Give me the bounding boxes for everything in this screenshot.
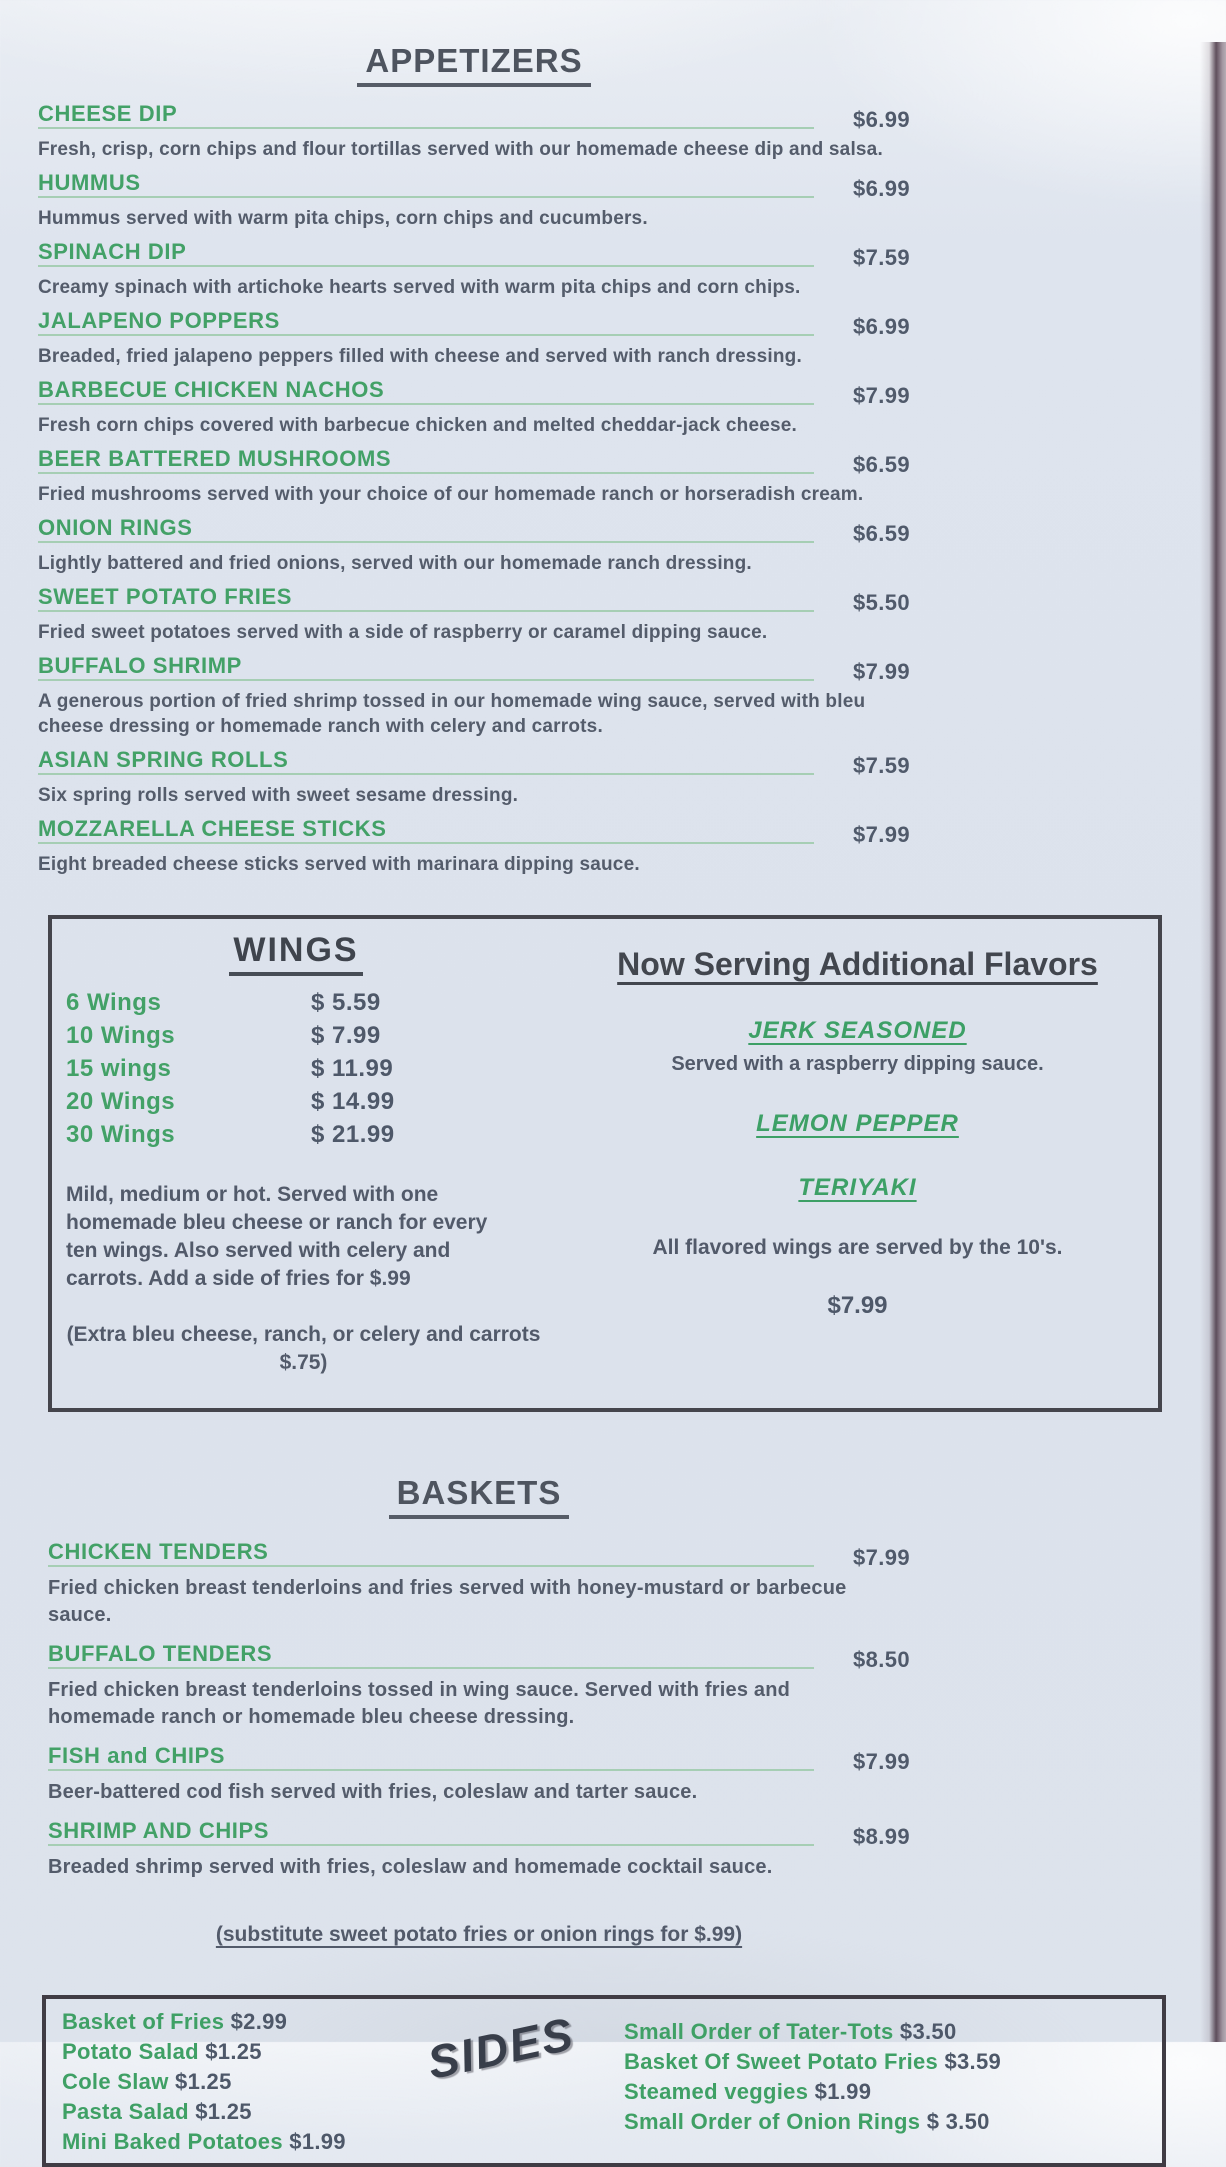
item-price: $7.99 (852, 822, 910, 847)
item-description: A generous portion of fried shrimp tossed in our homemade wing sauce, served with bleu cheese dressing or homemade ranch with celery and carrots. (38, 691, 866, 737)
wings-pricing-column (52, 919, 557, 1408)
side-price: $1.25 (195, 2099, 252, 2124)
item-description: Fried sweet potatoes served with a side of raspberry or caramel dipping sauce. (38, 622, 768, 643)
item-description: Six spring rolls served with sweet sesame dressing. (38, 785, 519, 806)
sides-section-box (42, 1995, 1166, 2167)
menu-item (38, 239, 910, 300)
item-description: Hummus served with warm pita chips, corn chips and cucumbers. (38, 208, 648, 229)
item-name: MOZZARELLA CHEESE STICKS (38, 816, 387, 841)
wings-flavors-column (557, 919, 1158, 1408)
side-item (624, 2047, 1001, 2077)
item-name: BEER BATTERED MUSHROOMS (38, 446, 392, 471)
appetizers-title (38, 42, 910, 87)
menu-item (38, 816, 910, 877)
wings-size-label: 15 wings (66, 1055, 172, 1082)
item-price: $6.59 (852, 452, 910, 477)
wings-size-label: 10 Wings (66, 1022, 176, 1049)
substitution-note: (substitute sweet potato fries or onion rings for $.99) (215, 1923, 743, 1946)
item-name: CHEESE DIP (38, 101, 178, 126)
menu-item (48, 1641, 910, 1731)
side-name: Basket Of Sweet Potato Fries (624, 2049, 945, 2074)
item-price: $6.99 (852, 314, 910, 339)
sides-left-column (62, 2007, 346, 2157)
item-price: $7.59 (852, 753, 910, 778)
item-name: FISH and CHIPS (48, 1743, 226, 1768)
item-price: $5.50 (852, 590, 910, 615)
wings-size-row (66, 986, 557, 1019)
item-price: $7.99 (852, 1749, 910, 1774)
appetizers-section (38, 42, 910, 877)
wings-note: Mild, medium or hot. Served with one homemade bleu cheese or ranch for every ten wings. Also served with celery and carrots. Add a side of fries for $.99 (66, 1183, 488, 1290)
wings-size-label: 20 Wings (66, 1088, 176, 1115)
menu-item (48, 1743, 910, 1806)
side-name: Cole Slaw (62, 2069, 176, 2094)
side-item (62, 2037, 346, 2067)
baskets-title-text: BASKETS (389, 1474, 570, 1519)
flavor-jerk-description: Served with a raspberry dipping sauce. (671, 1053, 1044, 1075)
item-description: Lightly battered and fried onions, served with our homemade ranch dressing. (38, 553, 752, 574)
item-name: SPINACH DIP (38, 239, 187, 264)
wings-size-price: $ 21.99 (311, 1121, 395, 1148)
side-item (624, 2017, 1001, 2047)
flavor-jerk-seasoned: JERK SEASONED (748, 1017, 967, 1044)
wings-size-label: 30 Wings (66, 1121, 176, 1148)
wings-size-row (66, 1019, 557, 1052)
item-price: $6.59 (852, 521, 910, 546)
menu-item (38, 377, 910, 438)
side-name: Potato Salad (62, 2039, 206, 2064)
item-name: SWEET POTATO FRIES (38, 584, 293, 609)
item-price: $7.59 (852, 245, 910, 270)
flavor-teriyaki: TERIYAKI (798, 1174, 917, 1201)
item-price: $6.99 (852, 107, 910, 132)
item-name: ASIAN SPRING ROLLS (38, 747, 289, 772)
item-name: BARBECUE CHICKEN NACHOS (38, 377, 385, 402)
side-name: Basket of Fries (62, 2009, 231, 2034)
baskets-section (48, 1474, 910, 1947)
item-description: Eight breaded cheese sticks served with marinara dipping sauce. (38, 854, 640, 875)
side-price: $1.25 (205, 2039, 262, 2064)
item-description: Creamy spinach with artichoke hearts served with warm pita chips and corn chips. (38, 277, 801, 298)
menu-item (38, 446, 910, 507)
wings-size-label: 6 Wings (66, 989, 162, 1016)
item-price: $8.50 (852, 1647, 910, 1672)
menu-edge-shadow (1200, 42, 1226, 2042)
item-description: Fried mushrooms served with your choice of our homemade ranch or horseradish cream. (38, 484, 864, 505)
item-description: Fried chicken breast tenderloins and fries served with honey-mustard or barbecue sauce. (48, 1577, 847, 1626)
menu-item (48, 1539, 910, 1629)
side-name: Mini Baked Potatoes (62, 2129, 290, 2154)
item-name: CHICKEN TENDERS (48, 1539, 269, 1564)
side-name: Pasta Salad (62, 2099, 196, 2124)
item-name: SHRIMP AND CHIPS (48, 1818, 270, 1843)
side-price: $1.99 (814, 2079, 872, 2104)
item-description: Fresh corn chips covered with barbecue chicken and melted cheddar-jack cheese. (38, 415, 797, 436)
wings-size-row (66, 1085, 557, 1118)
side-item (62, 2097, 346, 2127)
wings-size-price: $ 7.99 (311, 1022, 381, 1049)
side-name: Small Order of Tater-Tots (624, 2019, 900, 2044)
item-name: ONION RINGS (38, 515, 193, 540)
sides-right-column (624, 2017, 1001, 2137)
baskets-title (48, 1474, 910, 1519)
side-name: Small Order of Onion Rings (624, 2109, 927, 2134)
side-item (624, 2077, 1001, 2107)
item-description: Fresh, crisp, corn chips and flour tortillas served with our homemade cheese dip and salsa. (38, 139, 883, 160)
side-item (62, 2067, 346, 2097)
item-name: BUFFALO TENDERS (48, 1641, 273, 1666)
item-description: Breaded, fried jalapeno peppers filled with cheese and served with ranch dressing. (38, 346, 802, 367)
wings-title (66, 931, 526, 976)
appetizers-title-text: APPETIZERS (357, 42, 590, 87)
flavors-heading: Now Serving Additional Flavors (617, 946, 1098, 982)
flavored-wings-price: $7.99 (827, 1292, 888, 1319)
side-item (62, 2007, 346, 2037)
side-item (624, 2107, 1001, 2137)
item-description: Breaded shrimp served with fries, coleslaw and homemade cocktail sauce. (48, 1856, 773, 1878)
side-price: $3.50 (899, 2019, 957, 2044)
item-description: Beer-battered cod fish served with fries, coleslaw and tarter sauce. (48, 1781, 698, 1803)
menu-item (48, 1818, 910, 1881)
menu-item (38, 170, 910, 231)
wings-section-box (48, 915, 1162, 1412)
item-name: JALAPENO POPPERS (38, 308, 280, 333)
sides-title: SIDES (423, 2007, 579, 2089)
item-description: Fried chicken breast tenderloins tossed in wing sauce. Served with fries and homemade ranch or homemade bleu cheese dressing. (48, 1679, 791, 1728)
menu-item (38, 101, 910, 162)
flavor-lemon-pepper: LEMON PEPPER (756, 1110, 959, 1137)
menu-item (38, 653, 910, 739)
flavored-wings-note: All flavored wings are served by the 10's. (652, 1236, 1063, 1259)
menu-item (38, 515, 910, 576)
wings-extras-note: (Extra bleu cheese, ranch, or celery and carrots $.75) (66, 1323, 541, 1374)
item-price: $8.99 (852, 1824, 910, 1849)
menu-item (38, 584, 910, 645)
item-price: $7.99 (852, 1545, 910, 1570)
menu-page (0, 42, 1226, 2154)
item-name: HUMMUS (38, 170, 141, 195)
menu-item (38, 308, 910, 369)
side-price: $1.25 (175, 2069, 232, 2094)
wings-size-row (66, 1118, 557, 1151)
wings-size-price: $ 5.59 (311, 989, 381, 1016)
side-price: $3.59 (944, 2049, 1002, 2074)
wings-size-price: $ 14.99 (311, 1088, 395, 1115)
side-price: $2.99 (230, 2009, 288, 2034)
wings-size-price: $ 11.99 (311, 1055, 394, 1082)
wings-size-row (66, 1052, 557, 1085)
side-price: $1.99 (289, 2129, 346, 2154)
side-item (62, 2127, 346, 2157)
item-name: BUFFALO SHRIMP (38, 653, 242, 678)
item-price: $7.99 (852, 383, 910, 408)
side-price: $ 3.50 (926, 2109, 990, 2134)
wings-title-text: WINGS (229, 931, 362, 976)
side-name: Steamed veggies (624, 2079, 815, 2104)
item-price: $6.99 (852, 176, 910, 201)
item-price: $7.99 (852, 659, 910, 684)
menu-item (38, 747, 910, 808)
